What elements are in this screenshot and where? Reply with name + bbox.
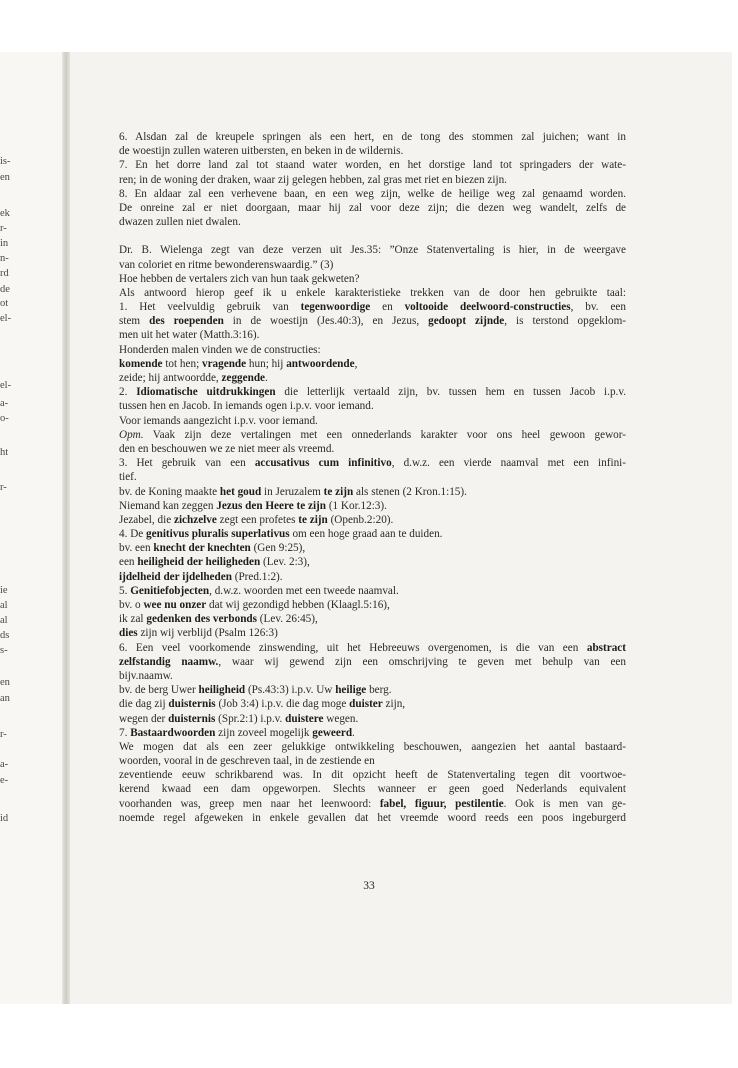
text-line bbox=[119, 712, 626, 726]
text-line bbox=[119, 527, 626, 541]
margin-fragment: s- bbox=[0, 645, 8, 656]
bold-term: genitivus pluralis superlativus bbox=[146, 528, 290, 541]
text-line bbox=[119, 258, 626, 272]
text-line bbox=[119, 683, 626, 697]
margin-fragment: a- bbox=[0, 398, 9, 409]
text-run: berg. bbox=[366, 684, 392, 697]
text-run: We mogen dat als een zeer gelukkige ontwikkeling beschouwen, aangezien het aantal bastaard- bbox=[119, 740, 626, 753]
text-run: men uit het water (Matth.3:16). bbox=[119, 329, 260, 342]
margin-fragment: is- bbox=[0, 156, 11, 167]
text-line bbox=[119, 399, 626, 413]
text-line bbox=[119, 570, 626, 584]
text-run: Honderden malen vinden we de constructies: bbox=[119, 343, 321, 356]
text-run: in de woestijn (Jes.40:3), en Jezus, bbox=[223, 315, 429, 328]
text-run: (Gen 9:25), bbox=[250, 542, 306, 555]
text-run: zijn, bbox=[382, 698, 406, 711]
margin-fragment: r- bbox=[0, 482, 7, 493]
text-run: , bbox=[354, 357, 358, 370]
text-run: woorden, vooral in de geschreven taal, in de zestiende en bbox=[119, 755, 375, 768]
bold-term: des roependen bbox=[149, 315, 224, 328]
text-line bbox=[119, 641, 626, 655]
bold-term: te zijn bbox=[323, 485, 354, 498]
text-line bbox=[119, 286, 626, 300]
text-run: noemde regel afgeweken in enkele gevallen dat het vreemde woord reeds een poos ingeburgerd bbox=[119, 811, 626, 824]
text-run: De onreine zal er niet doorgaan, maar hij zal voor deze zijn; die dezen weg wandelt, zelfs de bbox=[119, 201, 626, 214]
text-line bbox=[119, 371, 626, 385]
text-run: (Openb.2:20). bbox=[327, 513, 394, 526]
bold-term: Bastaardwoorden bbox=[130, 726, 216, 739]
bold-term: duisternis bbox=[168, 712, 216, 725]
text-run: bv. de berg Uwer bbox=[119, 684, 199, 697]
text-run: . Ook is men van ge- bbox=[503, 797, 626, 810]
text-run: hun; hij bbox=[246, 357, 287, 370]
text-line bbox=[119, 272, 626, 286]
text-run: Voor iemands aangezicht i.p.v. voor iemand. bbox=[119, 414, 318, 427]
text-run: zijn wij verblijd (Psalm 126:3) bbox=[137, 627, 278, 640]
bold-term: heilige bbox=[335, 684, 367, 697]
bold-term: wee nu onzer bbox=[143, 599, 207, 611]
text-line bbox=[119, 541, 626, 555]
text-line bbox=[119, 513, 626, 527]
text-line bbox=[119, 428, 626, 442]
facing-page-edge bbox=[0, 52, 66, 1004]
scan-top-margin bbox=[0, 0, 738, 52]
text-line bbox=[119, 655, 626, 669]
margin-fragment: an bbox=[0, 693, 10, 704]
text-run: 7. bbox=[119, 726, 131, 739]
bold-term: duisternis bbox=[168, 698, 216, 711]
margin-fragment: in bbox=[0, 238, 9, 249]
text-run: tussen hen en Jacob. In iemands ogen i.p.v. voor iemand. bbox=[119, 400, 374, 413]
text-run: , d.w.z. woorden met een tweede naamval. bbox=[209, 584, 399, 597]
text-run: . bbox=[352, 726, 355, 739]
text-run: om een hoge graad aan te duiden. bbox=[289, 528, 443, 541]
text-run: Als antwoord hierop geef ik u enkele karakteristieke trekken van de door hen gebruikte taal: bbox=[119, 286, 626, 299]
book-spine-gutter bbox=[62, 52, 70, 1004]
text-line bbox=[119, 584, 626, 598]
bold-term: knecht der knechten bbox=[153, 542, 251, 555]
text-run: 2. bbox=[119, 386, 137, 399]
text-run: tief. bbox=[119, 471, 137, 484]
text-line bbox=[119, 626, 626, 640]
margin-fragment: a- bbox=[0, 759, 9, 770]
text-line bbox=[119, 201, 626, 215]
text-run: (Pred.1:2). bbox=[231, 570, 283, 583]
text-run: zeventiende eeuw schrikbarend was. In dit opzicht heeft de Statenvertaling tegen dit voortwoe- bbox=[119, 769, 626, 782]
text-run: zijn zoveel mogelijk bbox=[215, 726, 313, 739]
bold-term: gedenken des verbonds bbox=[146, 613, 257, 626]
margin-fragment: ht bbox=[0, 447, 9, 458]
text-run: , is terstond opgeklom- bbox=[504, 315, 626, 328]
text-run: stem bbox=[119, 315, 150, 328]
bold-term: het goud bbox=[219, 485, 262, 498]
text-line bbox=[119, 782, 626, 796]
text-run: als stenen (2 Kron.1:15). bbox=[353, 485, 467, 498]
text-run: de woestijn zullen wateren uitbersten, en beken in de wildernis. bbox=[119, 145, 404, 158]
text-run: dwazen zullen niet dwalen. bbox=[119, 216, 241, 229]
text-run: zeide; hij antwoordde, bbox=[119, 372, 222, 384]
italic-text: Opm. bbox=[119, 428, 144, 441]
bold-term: Idiomatische uitdrukkingen bbox=[136, 386, 276, 399]
text-line bbox=[119, 754, 626, 768]
bold-term: te zijn bbox=[298, 513, 328, 526]
text-run: van coloriet en ritme bewonderenswaardig.” (3) bbox=[119, 258, 334, 271]
text-line bbox=[119, 357, 626, 371]
text-run: Jezabel, die bbox=[119, 513, 174, 526]
bold-term: komende bbox=[119, 357, 163, 370]
text-run: tot hen; bbox=[162, 357, 202, 370]
text-run: , bv. een bbox=[570, 301, 626, 314]
text-run: Niemand kan zeggen bbox=[119, 499, 217, 512]
text-line bbox=[119, 300, 626, 314]
margin-fragment: ds bbox=[0, 630, 10, 641]
text-line bbox=[119, 173, 626, 187]
bold-term: vragende bbox=[201, 357, 247, 370]
text-run: 4. De bbox=[119, 528, 147, 541]
bold-term: voltooide deelwoord-constructies bbox=[404, 301, 571, 314]
text-line bbox=[119, 797, 626, 811]
text-run: Hoe hebben de vertalers zich van hun taak gekweten? bbox=[119, 272, 360, 285]
text-run: 6. Een veel voorkomende zinswending, uit het Hebreeuws overgenomen, is die van een bbox=[119, 641, 587, 654]
page-number: 33 bbox=[363, 880, 375, 892]
bold-term: zelfstandig naamw. bbox=[119, 655, 219, 668]
margin-fragment: r- bbox=[0, 223, 7, 234]
margin-fragment: ie bbox=[0, 585, 8, 596]
scan-bottom-margin bbox=[0, 1004, 738, 1068]
text-run: 5. bbox=[119, 584, 131, 597]
text-line bbox=[119, 726, 626, 740]
text-run: die letterlijk vertaald zijn, bv. tussen hem en tussen Jacob i.p.v. bbox=[275, 386, 626, 399]
text-line bbox=[119, 385, 626, 399]
text-run: bv. een bbox=[119, 542, 154, 555]
text-line bbox=[119, 215, 626, 229]
text-run: wegen der bbox=[119, 712, 169, 725]
bold-term: dies bbox=[119, 627, 138, 640]
text-line bbox=[119, 158, 626, 172]
text-line bbox=[119, 314, 626, 328]
page-body-text bbox=[119, 130, 626, 825]
text-run: (Lev. 2:3), bbox=[260, 556, 310, 569]
text-run: 8. En aldaar zal een verhevene baan, en een weg zijn, welke de heilige weg zal genaamd worden. bbox=[119, 187, 626, 200]
text-run: den en beschouwen we ze niet meer als vreemd. bbox=[119, 442, 335, 455]
bold-term: tegenwoordige bbox=[300, 301, 371, 314]
text-run: wegen. bbox=[323, 712, 359, 725]
text-run: ren; in de woning der draken, waar zij gelegen hebben, zal gras met riet en biezen zijn. bbox=[119, 173, 507, 186]
bold-term: gedoopt zijnde bbox=[428, 315, 505, 328]
text-run: , waar wij gewend zijn een omschrijving te geven met behulp van een bbox=[218, 655, 626, 668]
text-line bbox=[119, 555, 626, 569]
text-run: (1 Kor.12:3). bbox=[326, 499, 387, 512]
text-line bbox=[119, 740, 626, 754]
bold-term: duistere bbox=[285, 712, 324, 725]
margin-fragment: de bbox=[0, 284, 10, 295]
text-run: , d.w.z. een vierde naamval met een infini- bbox=[391, 457, 626, 470]
text-run: 7. En het dorre land zal tot staand water worden, en het dorstige land tot springaders der wate- bbox=[119, 159, 626, 172]
bold-term: antwoordende bbox=[286, 357, 355, 370]
bold-term: heiligheid der heiligheden bbox=[137, 556, 261, 569]
text-run: (Ps.43:3) i.p.v. Uw bbox=[245, 684, 336, 697]
margin-fragment: rd bbox=[0, 268, 9, 279]
text-line bbox=[119, 144, 626, 158]
text-line bbox=[119, 669, 626, 683]
text-run: bv. de Koning maakte bbox=[119, 485, 220, 498]
text-line bbox=[119, 343, 626, 357]
margin-fragment: ek bbox=[0, 208, 10, 219]
text-run: 6. Alsdan zal de kreupele springen als een hert, en de tong des stommen zal juichen; want in bbox=[119, 131, 626, 143]
text-line bbox=[119, 456, 626, 470]
text-run: een bbox=[119, 556, 138, 569]
text-run: . bbox=[265, 372, 268, 384]
text-run: 1. Het veelvuldig gebruik van bbox=[119, 301, 301, 314]
text-run: en bbox=[370, 301, 405, 314]
bold-term: accusativus cum infinitivo bbox=[254, 457, 392, 470]
text-run: bv. o bbox=[119, 599, 144, 611]
text-line bbox=[119, 499, 626, 513]
text-line bbox=[119, 612, 626, 626]
text-run: bijv.naamw. bbox=[119, 669, 173, 682]
text-line bbox=[119, 328, 626, 342]
text-line bbox=[119, 243, 626, 257]
text-line bbox=[119, 414, 626, 428]
text-run: (Lev. 26:45), bbox=[257, 613, 318, 626]
bold-term: ijdelheid der ijdelheden bbox=[119, 570, 232, 583]
bold-term: Jezus den Heere te zijn bbox=[216, 499, 327, 512]
margin-fragment: al bbox=[0, 600, 8, 611]
margin-fragment: e- bbox=[0, 775, 9, 786]
text-run: Vaak zijn deze vertalingen met een onnederlands karakter voor ons heel gewoon gewor- bbox=[143, 428, 626, 441]
text-line bbox=[119, 130, 626, 144]
text-run: in Jeruzalem bbox=[261, 485, 324, 498]
text-run: ik zal bbox=[119, 613, 147, 626]
bold-term: geweerd bbox=[312, 726, 353, 739]
text-run: (Job 3:4) i.p.v. die dag moge bbox=[215, 698, 350, 711]
bold-term: zeggende bbox=[221, 372, 266, 384]
text-run: die dag zij bbox=[119, 698, 169, 711]
margin-fragment: ot bbox=[0, 298, 9, 309]
text-line bbox=[119, 768, 626, 782]
bold-term: abstract bbox=[586, 641, 626, 654]
text-line bbox=[119, 697, 626, 711]
margin-fragment: el- bbox=[0, 380, 12, 391]
margin-fragment: o- bbox=[0, 413, 9, 424]
text-line bbox=[119, 442, 626, 456]
bold-term: Genitiefobjecten bbox=[130, 584, 210, 597]
text-line bbox=[119, 470, 626, 484]
text-run: zegt een profetes bbox=[216, 513, 299, 526]
scan-right-margin bbox=[732, 52, 738, 1004]
margin-fragment: id bbox=[0, 813, 9, 824]
text-line bbox=[119, 598, 626, 612]
text-run: dat wij gezondigd hebben (Klaagl.5:16), bbox=[206, 599, 390, 611]
text-run: Dr. B. Wielenga zegt van deze verzen uit Jes.35: ”Onze Statenvertaling is hier, in de weergave bbox=[119, 244, 626, 257]
text-line bbox=[119, 485, 626, 499]
margin-fragment: n- bbox=[0, 253, 9, 264]
bold-term: zichzelve bbox=[173, 513, 217, 526]
text-line bbox=[119, 811, 626, 825]
text-line bbox=[119, 187, 626, 201]
margin-fragment: en bbox=[0, 677, 10, 688]
paragraph-gap bbox=[119, 229, 626, 243]
text-run: 3. Het gebruik van een bbox=[119, 457, 255, 470]
margin-fragment: en bbox=[0, 172, 10, 183]
bold-term: fabel, figuur, pestilentie bbox=[379, 797, 504, 810]
text-run: kerend kwaad een dam opgeworpen. Slechts wanneer er geen goed Nederlands equivalent bbox=[119, 783, 626, 796]
margin-fragment: el- bbox=[0, 313, 12, 324]
margin-fragment: r- bbox=[0, 729, 7, 740]
margin-fragment: al bbox=[0, 615, 8, 626]
text-run: voorhanden was, greep men naar het leenwoord: bbox=[119, 797, 380, 810]
bold-term: duister bbox=[349, 698, 383, 711]
bold-term: heiligheid bbox=[198, 684, 246, 697]
text-run: (Spr.2:1) i.p.v. bbox=[215, 712, 286, 725]
